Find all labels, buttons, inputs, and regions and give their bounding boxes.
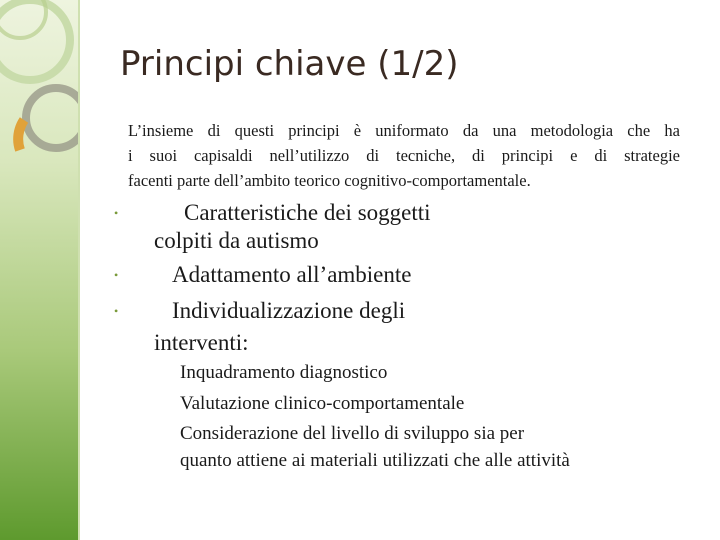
bullet-text: Individualizzazione degli bbox=[172, 298, 406, 323]
sub-item: quanto attiene ai materiali utilizzati che alle attività bbox=[180, 449, 570, 471]
intro-line: i suoi capisaldi nell’utilizzo di tecniche, di principi e di strategie bbox=[128, 146, 680, 165]
decorative-sidebar bbox=[0, 0, 80, 540]
slide-title: Principi chiave (1/2) bbox=[120, 44, 459, 84]
bullet-marker: • bbox=[114, 304, 119, 318]
sub-item-list bbox=[180, 358, 570, 476]
decorative-rings-icon bbox=[0, 0, 80, 200]
sub-item: Considerazione del livello di sviluppo sia per bbox=[180, 423, 525, 444]
bullet-marker: • bbox=[114, 206, 119, 220]
bullet-text: Caratteristiche dei soggetti bbox=[184, 200, 431, 225]
intro-paragraph bbox=[128, 118, 680, 193]
bullet-marker: • bbox=[114, 268, 119, 282]
sub-item: Inquadramento diagnostico bbox=[180, 362, 388, 383]
sub-item: Valutazione clinico-comportamentale bbox=[180, 392, 465, 414]
sidebar-divider bbox=[78, 0, 80, 540]
intro-line: L’insieme di questi principi è uniformato da una metodologia che ha bbox=[128, 121, 680, 140]
bullet-text: Adattamento all’ambiente bbox=[172, 262, 412, 287]
bullet-text-continuation: interventi: bbox=[154, 330, 249, 355]
intro-line: facenti parte dell’ambito teorico cognitivo-comportamentale. bbox=[128, 171, 531, 190]
bullet-text-continuation: colpiti da autismo bbox=[154, 228, 319, 253]
